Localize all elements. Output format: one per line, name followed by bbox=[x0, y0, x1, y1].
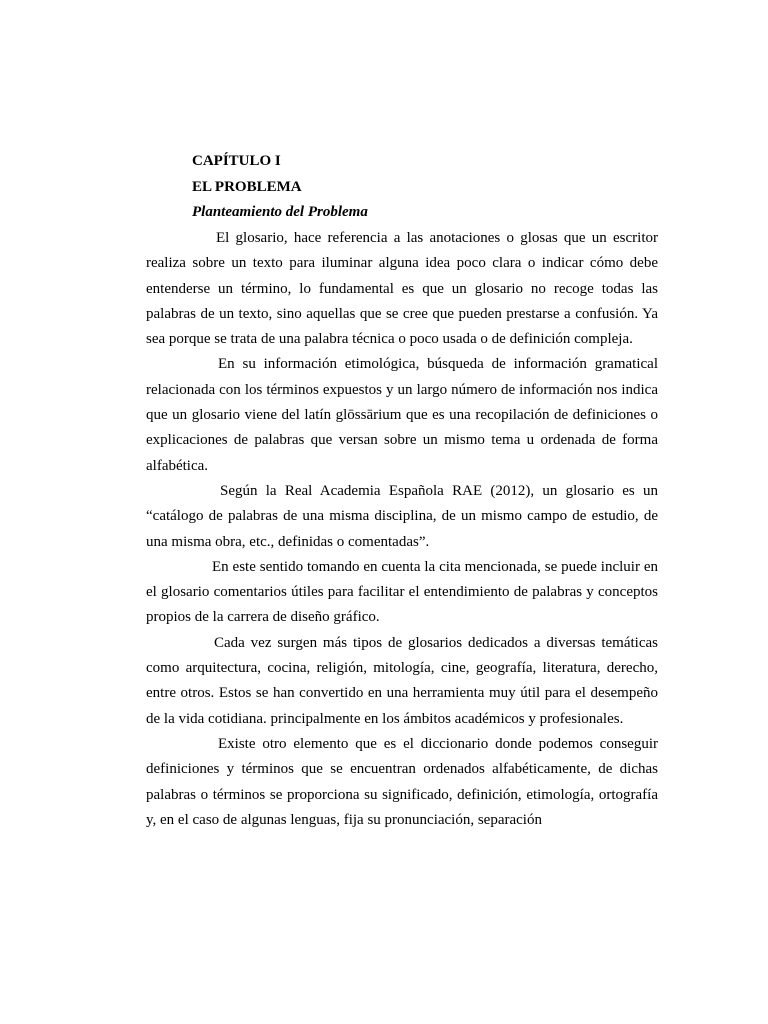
paragraph: En este sentido tomando en cuenta la cita mencionada, se puede incluir en el glosario comentarios útiles para facilitar el entendimiento de palabras y conceptos propios de la carrera de diseño gráfico. bbox=[146, 558, 658, 626]
paragraph: Según la Real Academia Española RAE (2012), un glosario es un “catálogo de palabras de una misma disciplina, de un mismo campo de estudio, de una misma obra, etc., definidas o comentadas”. bbox=[146, 482, 658, 550]
paragraph: Existe otro elemento que es el diccionario donde podemos conseguir definiciones y términos que se encuentran ordenados alfabéticamente, de dichas palabras o términos se proporciona su significado, definición, etimología, ortografía y, en el caso de algunas lenguas, fija su pronunciación, separación bbox=[146, 735, 658, 828]
paragraph: En su información etimológica, búsqueda de información gramatical relacionada con los términos expuestos y un largo número de información nos indica que un glosario viene del latín glōssārium que es una recopilación de definiciones o explicaciones de palabras que versan sobre un mismo tema u ordenada de forma alfabética. bbox=[146, 356, 658, 474]
paragraph: El glosario, hace referencia a las anotaciones o glosas que un escritor realiza sobre un texto para iluminar alguna idea poco clara o indicar cómo debe entenderse un término, lo fundamental es que un glosario no recoge todas las palabras de un texto, sino aquellas que se cree que pueden prestarse a confusión. Ya sea porque se trata de una palabra técnica o poco usada o de definición compleja. bbox=[146, 230, 658, 348]
body-text bbox=[146, 226, 658, 833]
chapter-title: EL PROBLEMA bbox=[192, 179, 302, 195]
section-title: Planteamiento del Problema bbox=[192, 204, 368, 220]
chapter-heading: CAPÍTULO I bbox=[192, 153, 281, 169]
paragraph: Cada vez surgen más tipos de glosarios dedicados a diversas temáticas como arquitectura, cocina, religión, mitología, cine, geografía, literatura, derecho, entre otros. Estos se han convertido en una herramienta muy útil para el desempeño de la vida cotidiana. principalmente en los ámbitos académicos y profesionales. bbox=[146, 634, 658, 727]
